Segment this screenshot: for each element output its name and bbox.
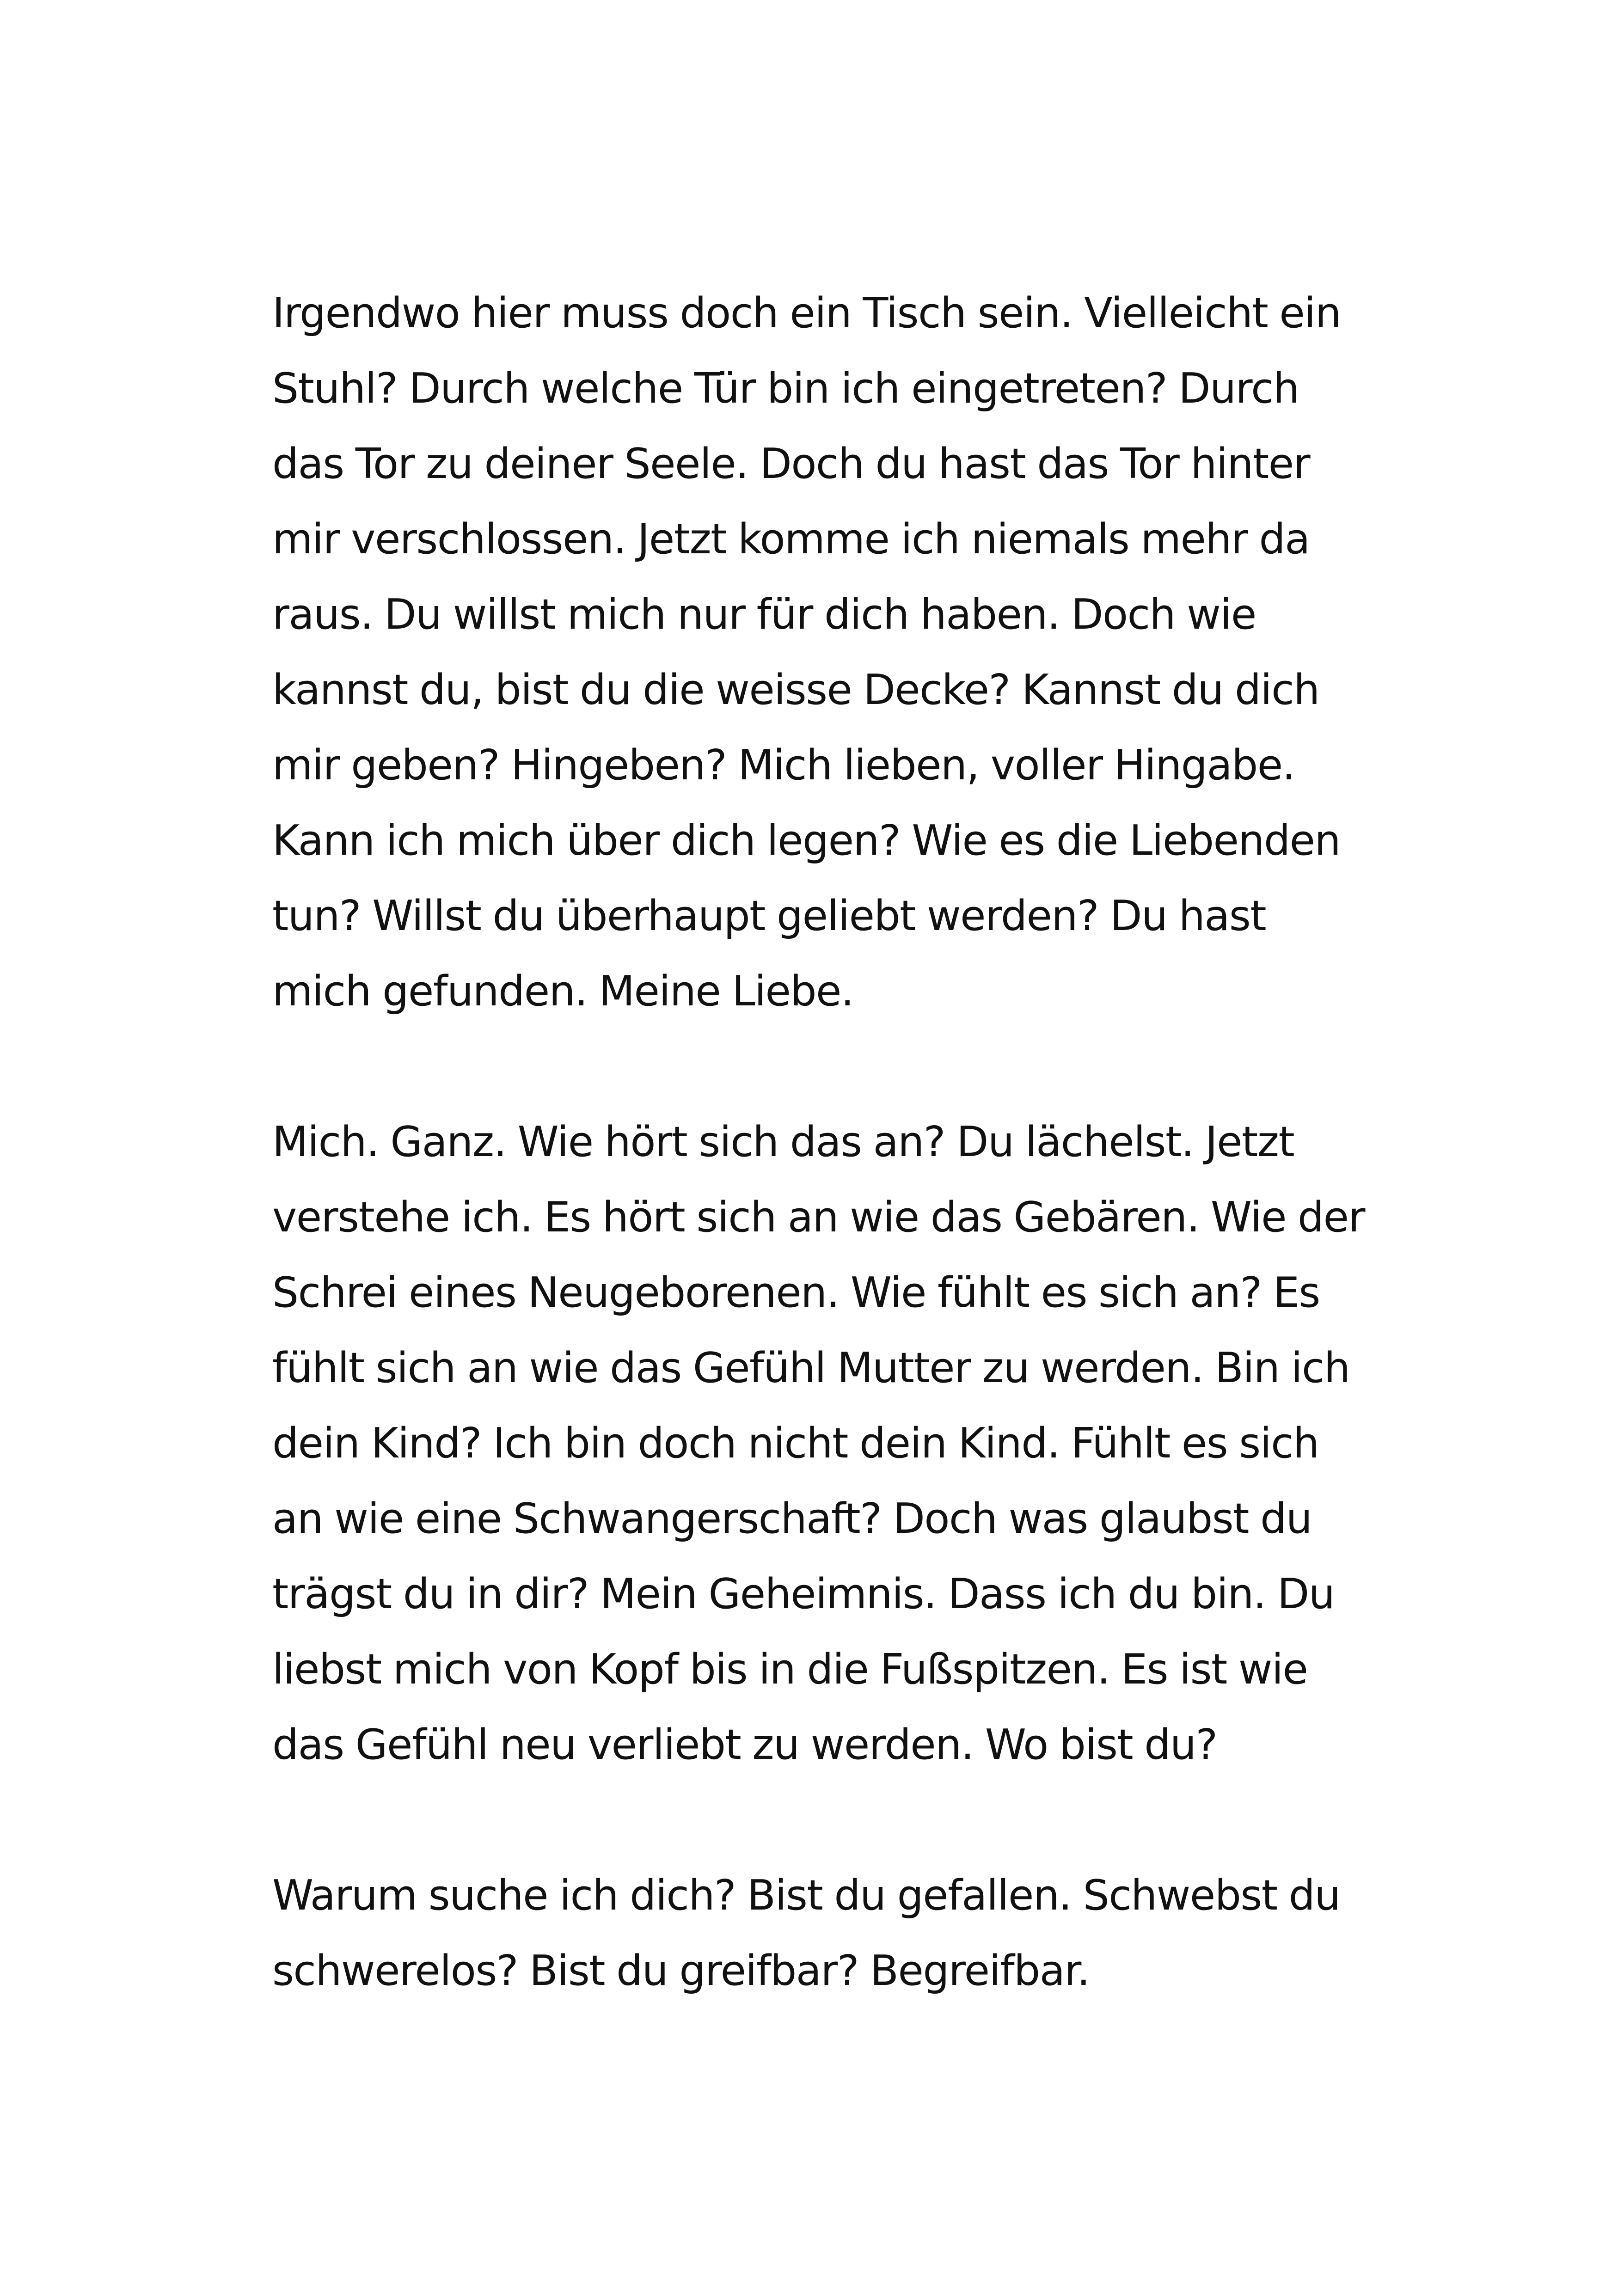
- paragraph-spacer: [272, 1029, 1363, 1104]
- paragraph-1: [272, 276, 1363, 1029]
- paragraph-line: Irgendwo hier muss doch ein Tisch sein. Vielleicht ein: [272, 289, 1341, 337]
- paragraph-line: Schrei eines Neugeborenen. Wie fühlt es sich an? Es: [272, 1268, 1320, 1317]
- paragraph-line: tun? Willst du überhaupt geliebt werden? Du hast: [272, 892, 1266, 940]
- paragraph-line: mir geben? Hingeben? Mich lieben, voller Hingabe.: [272, 741, 1295, 790]
- paragraph-line: schwerelos? Bist du greifbar? Begreifbar.: [272, 1947, 1090, 1995]
- paragraph-line: raus. Du willst mich nur für dich haben. Doch wie: [272, 590, 1256, 639]
- paragraph-line: das Gefühl neu verliebt zu werden. Wo bist du?: [272, 1720, 1217, 1769]
- paragraph-line: kannst du, bist du die weisse Decke? Kannst du dich: [272, 666, 1319, 714]
- paragraph-line: Warum suche ich dich? Bist du gefallen. Schwebst du: [272, 1871, 1340, 1920]
- paragraph-line: mich gefunden. Meine Liebe.: [272, 967, 854, 1016]
- paragraph-spacer: [272, 1782, 1363, 1858]
- paragraph-line: verstehe ich. Es hört sich an wie das Gebären. Wie der: [272, 1193, 1365, 1242]
- paragraph-line: dein Kind? Ich bin doch nicht dein Kind. Fühlt es sich: [272, 1419, 1319, 1468]
- paragraph-line: Kann ich mich über dich legen? Wie es die Liebenden: [272, 816, 1341, 865]
- document-body: [272, 276, 1363, 2008]
- paragraph-line: mir verschlossen. Jetzt komme ich niemals mehr da: [272, 515, 1310, 563]
- paragraph-line: trägst du in dir? Mein Geheimnis. Dass ich du bin. Du: [272, 1570, 1335, 1618]
- paragraph-2: [272, 1104, 1363, 1782]
- paragraph-line: fühlt sich an wie das Gefühl Mutter zu werden. Bin ich: [272, 1344, 1350, 1392]
- paragraph-line: an wie eine Schwangerschaft? Doch was glaubst du: [272, 1494, 1312, 1543]
- paragraph-line: das Tor zu deiner Seele. Doch du hast das Tor hinter: [272, 440, 1310, 488]
- paragraph-line: Mich. Ganz. Wie hört sich das an? Du lächelst. Jetzt: [272, 1118, 1294, 1166]
- paragraph-line: Stuhl? Durch welche Tür bin ich eingetreten? Durch: [272, 364, 1299, 413]
- paragraph-3: [272, 1858, 1363, 2008]
- paragraph-line: liebst mich von Kopf bis in die Fußspitzen. Es ist wie: [272, 1645, 1308, 1694]
